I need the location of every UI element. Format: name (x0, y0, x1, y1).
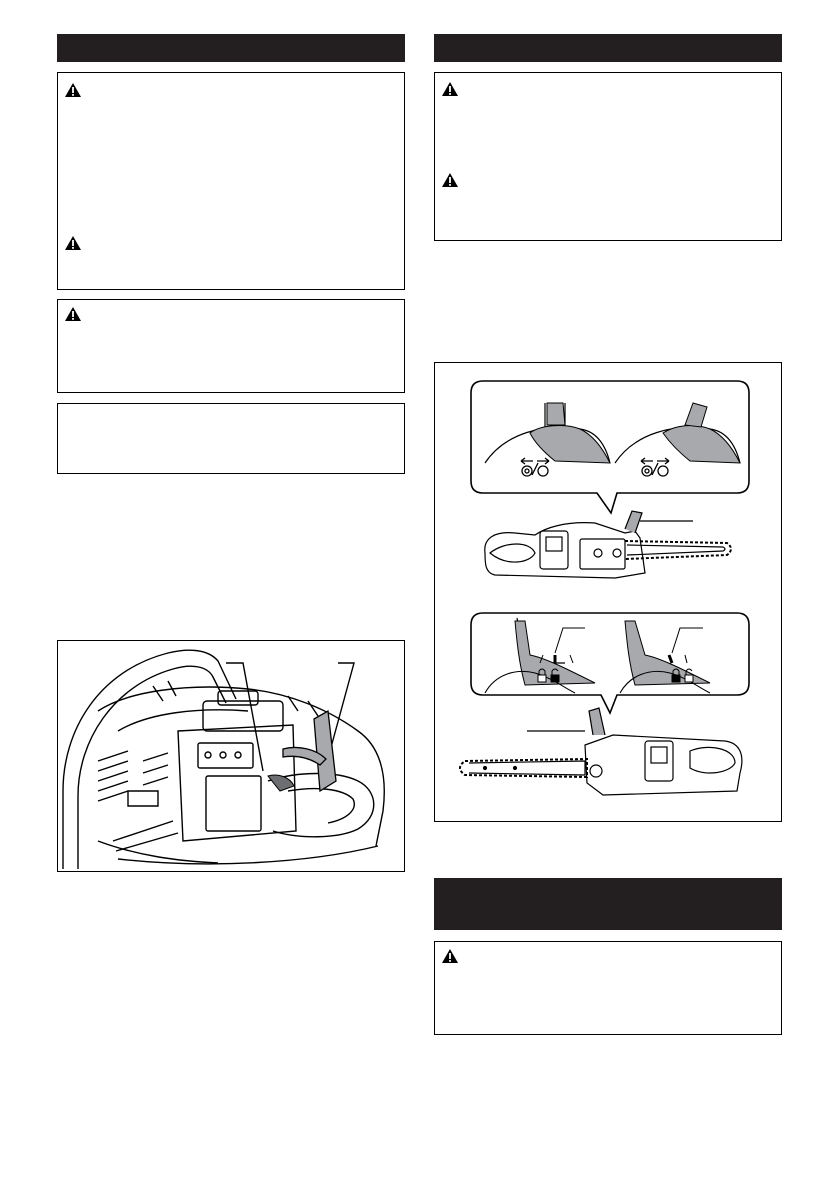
left-warning-box-1 (57, 72, 405, 290)
warning-triangle-icon (441, 948, 459, 964)
right-section-header-bar (434, 34, 782, 62)
left-section-header-bar (57, 34, 405, 62)
warning-triangle-icon (441, 81, 459, 97)
left-warning-box-2 (57, 299, 405, 393)
chainsaw-side-view-top (485, 511, 731, 578)
chainsaw-body-illustration (58, 641, 404, 871)
right-warning-box-2 (434, 941, 782, 1035)
chainsaw-side-view-bottom (460, 708, 742, 795)
brake-engaged-callout (471, 381, 749, 513)
warning-triangle-icon (64, 235, 82, 251)
right-section-bar-2 (434, 878, 782, 930)
warning-triangle-icon (64, 82, 82, 98)
warning-triangle-icon (441, 172, 459, 188)
left-note-box (57, 403, 405, 474)
figure-chain-brake-closeup (57, 640, 405, 872)
warning-triangle-icon (64, 306, 82, 322)
figure-chain-brake-positions (434, 362, 782, 822)
right-warning-box-1 (434, 72, 782, 241)
brake-lock-callout (471, 613, 749, 713)
